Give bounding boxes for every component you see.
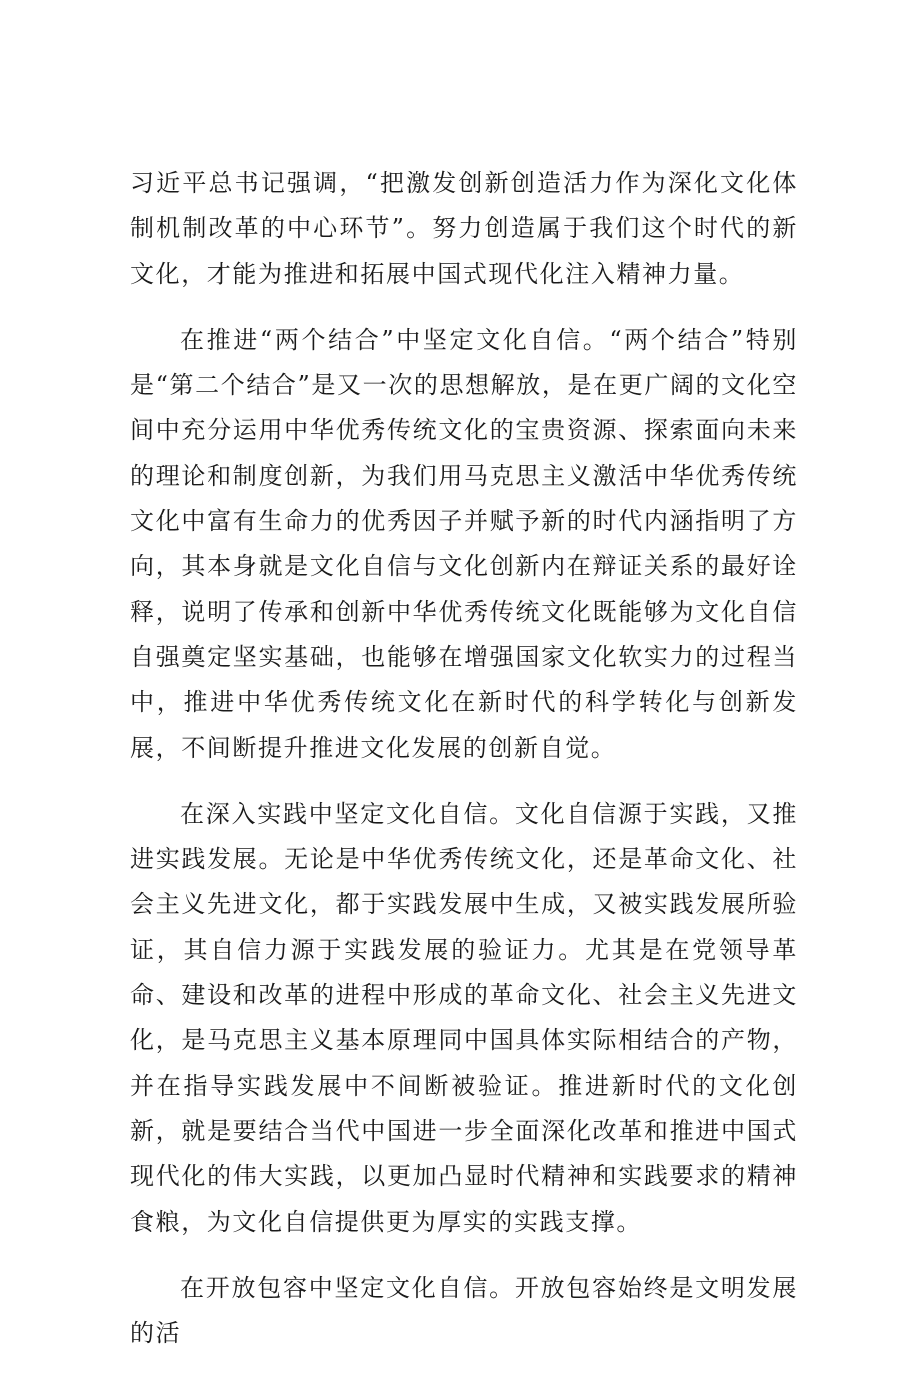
document-body [130, 161, 798, 1377]
paragraph-practice: 在深入实践中坚定文化自信。文化自信源于实践，又推进实践发展。无论是中华优秀传统文化，还是革命文化、社会主义先进文化，都于实践发展中生成，又被实践发展所验证，其自信力源于实践发展的验证力。尤其是在党领导革命、建设和改革的进程中形成的革命文化、社会主义先进文化，是马克思主义基本原理同中国具体实际相结合的产物，并在指导实践发展中不间断被验证。推进新时代的文化创新，就是要结合当代中国进一步全面深化改革和推进中国式现代化的伟大实践，以更加凸显时代精神和实践要求的精神食粮，为文化自信提供更为厚实的实践支撑。 [130, 799, 798, 1236]
paragraph-openness: 在开放包容中坚定文化自信。开放包容始终是文明发展的活 [130, 1273, 798, 1348]
paragraph-two-combinations: 在推进“两个结合”中坚定文化自信。“两个结合”特别是“第二个结合”是又一次的思想解放，是在更广阔的文化空间中充分运用中华优秀传统文化的宝贵资源、探索面向未来的理论和制度创新，为我们用马克思主义激活中华优秀传统文化中富有生命力的优秀因子并赋予新的时代内涵指明了方向，其本身就是文化自信与文化创新内在辩证关系的最好诠释，说明了传承和创新中华优秀传统文化既能够为文化自信自强奠定坚实基础，也能够在增强国家文化软实力的过程当中，推进中华优秀传统文化在新时代的科学转化与创新发展，不间断提升推进文化发展的创新自觉。 [130, 325, 798, 762]
paragraph-continuation: 习近平总书记强调，“把激发创新创造活力作为深化文化体制机制改革的中心环节”。努力创造属于我们这个时代的新文化，才能为推进和拓展中国式现代化注入精神力量。 [130, 169, 798, 288]
